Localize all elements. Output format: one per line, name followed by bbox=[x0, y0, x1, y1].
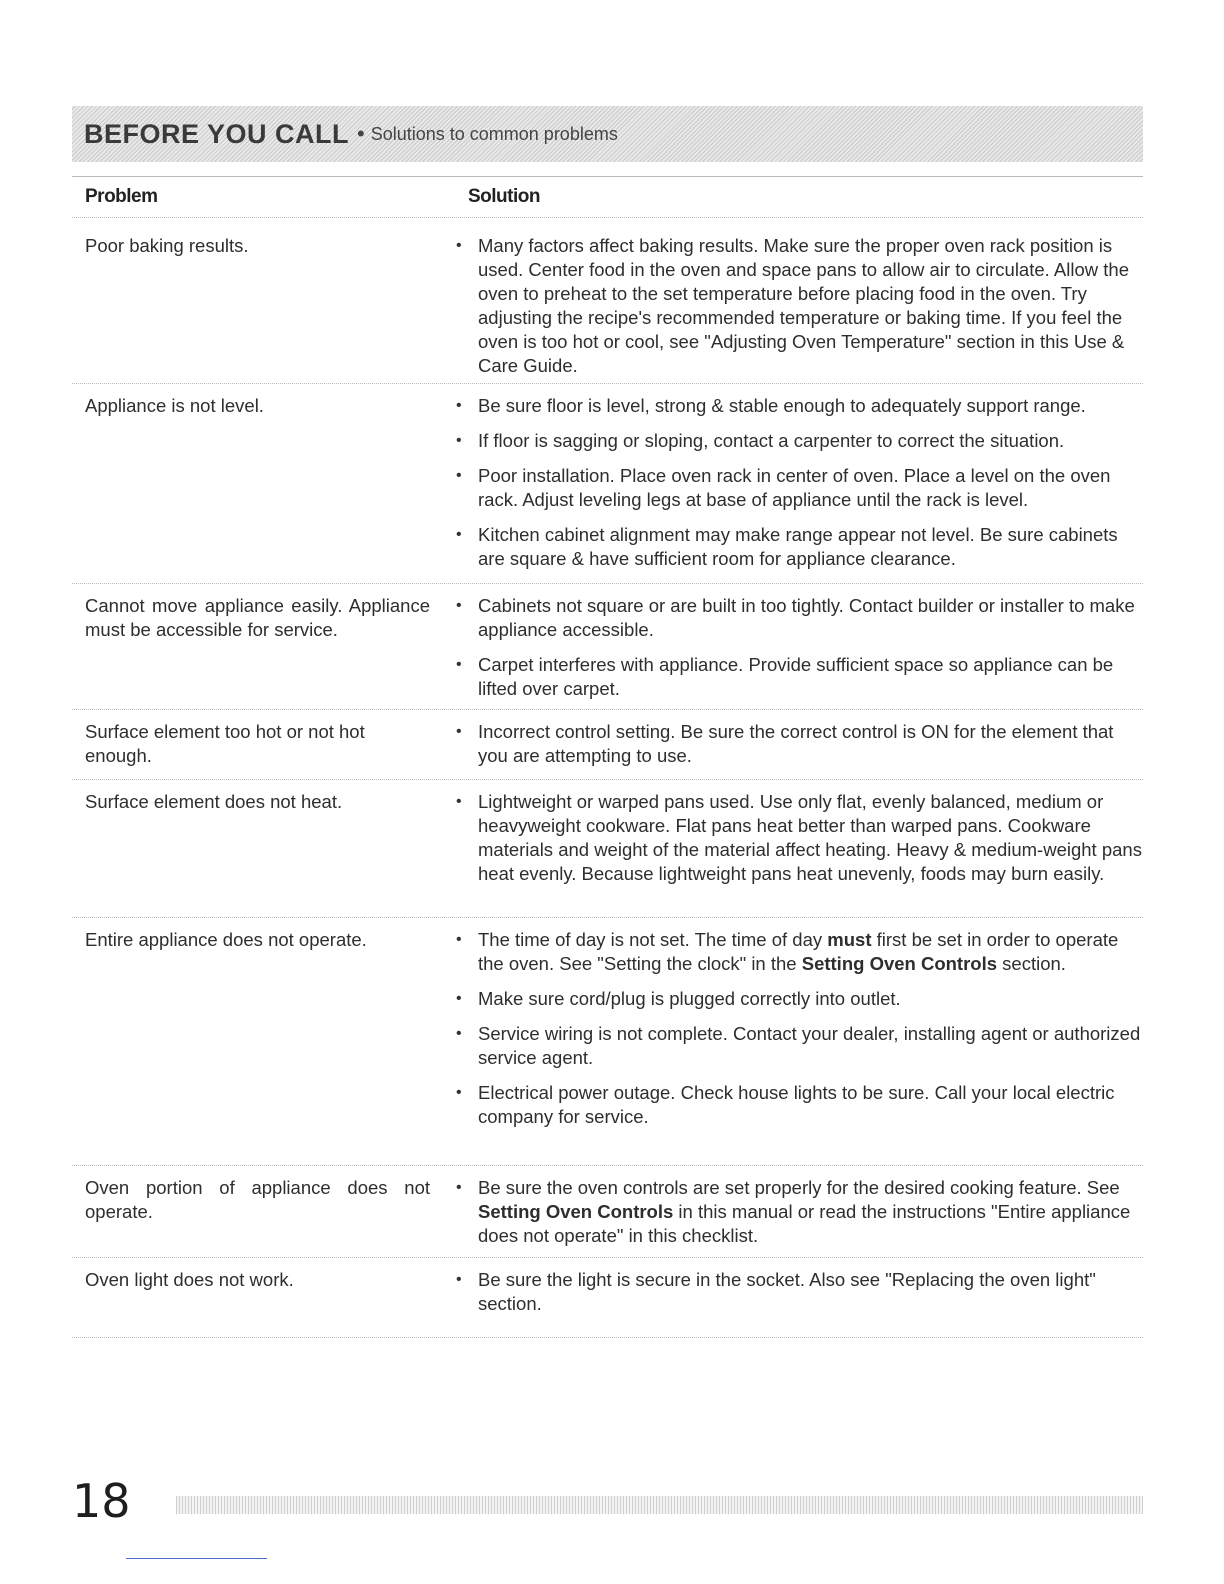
footer-bar bbox=[176, 1496, 1143, 1514]
solution-item bbox=[456, 790, 1146, 886]
solution-item bbox=[456, 464, 1146, 512]
bullet-icon: • bbox=[456, 237, 462, 254]
solution-text: Cabinets not square or are built in too tightly. Contact builder or installer to make appliance accessible. bbox=[478, 595, 1135, 640]
solution-text: Service wiring is not complete. Contact your dealer, installing agent or authorized service agent. bbox=[478, 1023, 1141, 1068]
solution-item bbox=[456, 987, 1146, 1011]
section-banner bbox=[72, 106, 1143, 162]
problem-cell: Appliance is not level. bbox=[85, 395, 264, 416]
solution-text: Poor installation. Place oven rack in center of oven. Place a level on the oven rack. Adjust leveling legs at base of appliance until the rack is level. bbox=[478, 465, 1111, 510]
solution-text: Make sure cord/plug is plugged correctly into outlet. bbox=[478, 988, 901, 1009]
page-number: 18 bbox=[72, 1474, 131, 1528]
bullet-icon: • bbox=[456, 793, 462, 810]
solution-emphasis: Setting Oven Controls bbox=[801, 953, 998, 974]
solution-cell bbox=[456, 1268, 1146, 1316]
troubleshooting-table bbox=[72, 224, 1143, 1338]
header-bottom-rule bbox=[72, 217, 1143, 218]
solution-text: Incorrect control setting. Be sure the correct control is ON for the element that you are attempting to use. bbox=[478, 721, 1114, 766]
solution-item bbox=[456, 1081, 1146, 1129]
solution-text: Lightweight or warped pans used. Use only flat, evenly balanced, medium or heavyweight cookware. Flat pans heat better than warped pans. Cookware materials and weight of the material affect heating. Heavy & medium-weight pans heat evenly. Because lightweight pans heat unevenly, foods may burn easily. bbox=[478, 791, 1142, 884]
bullet-icon: • bbox=[456, 526, 462, 543]
problem-cell: Surface element too hot or not hot enough. bbox=[85, 721, 365, 766]
solution-text: Carpet interferes with appliance. Provide sufficient space so appliance can be lifted over carpet. bbox=[478, 654, 1114, 699]
footer-link-rule bbox=[126, 1558, 267, 1559]
solution-item bbox=[456, 523, 1146, 571]
problem-cell: Cannot move appliance easily. Appliance must be accessible for service. bbox=[85, 595, 430, 640]
bullet-icon: • bbox=[456, 1271, 462, 1288]
banner-subtitle: Solutions to common problems bbox=[370, 123, 618, 144]
solution-text: Electrical power outage. Check house lights to be sure. Call your local electric company for service. bbox=[478, 1082, 1115, 1127]
solution-item bbox=[456, 928, 1146, 976]
solution-text: The time of day is not set. The time of day bbox=[478, 929, 828, 950]
table-row bbox=[72, 918, 1143, 1166]
table-row bbox=[72, 584, 1143, 710]
solution-text: Be sure the oven controls are set properly for the desired cooking feature. See bbox=[478, 1177, 1120, 1198]
problem-cell: Oven light does not work. bbox=[85, 1269, 294, 1290]
bullet-icon: • bbox=[456, 1084, 462, 1101]
solution-text: Be sure the light is secure in the socket. Also see "Replacing the oven light" section. bbox=[478, 1269, 1096, 1314]
solution-cell bbox=[456, 790, 1146, 886]
table-row bbox=[72, 1166, 1143, 1258]
table-row bbox=[72, 384, 1143, 584]
solution-text: If floor is sagging or sloping, contact a carpenter to correct the situation. bbox=[478, 430, 1065, 451]
solution-item bbox=[456, 720, 1146, 768]
solution-cell bbox=[456, 594, 1146, 701]
solution-item bbox=[456, 1176, 1146, 1248]
header-top-rule bbox=[72, 176, 1143, 177]
problem-cell: Surface element does not heat. bbox=[85, 791, 343, 812]
solution-item bbox=[456, 653, 1146, 701]
problem-cell: Entire appliance does not operate. bbox=[85, 929, 367, 950]
banner-title: BEFORE YOU CALL bbox=[84, 118, 350, 149]
bullet-icon: • bbox=[456, 597, 462, 614]
bullet-icon: • bbox=[456, 432, 462, 449]
solution-item bbox=[456, 594, 1146, 642]
bullet-icon: • bbox=[456, 990, 462, 1007]
solution-text: in this manual or read the instructions "Entire appliance does not operate" in this checklist. bbox=[478, 1201, 1131, 1246]
solution-text: Be sure floor is level, strong & stable enough to adequately support range. bbox=[478, 395, 1086, 416]
solution-item bbox=[456, 394, 1146, 418]
table-row bbox=[72, 224, 1143, 384]
table-row bbox=[72, 780, 1143, 918]
solution-item bbox=[456, 1022, 1146, 1070]
column-header-problem: Problem bbox=[85, 186, 158, 207]
problem-cell: Poor baking results. bbox=[85, 235, 249, 256]
banner-separator: • bbox=[357, 121, 365, 146]
solution-item bbox=[456, 1268, 1146, 1316]
solution-emphasis: Setting Oven Controls bbox=[478, 1201, 674, 1222]
bullet-icon: • bbox=[456, 723, 462, 740]
solution-item bbox=[456, 234, 1146, 378]
solution-text: Kitchen cabinet alignment may make range appear not level. Be sure cabinets are square & have sufficient room for appliance clearance. bbox=[478, 524, 1118, 569]
solution-text: section. bbox=[997, 953, 1066, 974]
bullet-icon: • bbox=[456, 397, 462, 414]
bullet-icon: • bbox=[456, 1179, 462, 1196]
bullet-icon: • bbox=[456, 931, 462, 948]
problem-cell: Oven portion of appliance does not operate. bbox=[85, 1177, 430, 1222]
column-header-solution: Solution bbox=[468, 186, 540, 207]
solution-cell bbox=[456, 720, 1146, 768]
solution-item bbox=[456, 429, 1146, 453]
table-row bbox=[72, 710, 1143, 780]
solution-text: Many factors affect baking results. Make sure the proper oven rack position is used. Center food in the oven and space pans to allow air to circulate. Allow the oven to preheat to the set temperature before placing food in the oven. Try adjusting the recipe's recommended temperature or baking time. If you feel the oven is too hot or cool, see "Adjusting Oven Temperature" section in this Use & Care Guide. bbox=[478, 235, 1129, 376]
solution-emphasis: must bbox=[827, 929, 872, 950]
solution-cell bbox=[456, 1176, 1146, 1248]
solution-text: first be set in order to operate the oven. See "Setting the clock" in the bbox=[478, 929, 1119, 974]
bullet-icon: • bbox=[456, 467, 462, 484]
solution-cell bbox=[456, 394, 1146, 571]
solution-cell bbox=[456, 234, 1146, 378]
solution-cell bbox=[456, 928, 1146, 1129]
bullet-icon: • bbox=[456, 1025, 462, 1042]
table-row bbox=[72, 1258, 1143, 1338]
bullet-icon: • bbox=[456, 656, 462, 673]
